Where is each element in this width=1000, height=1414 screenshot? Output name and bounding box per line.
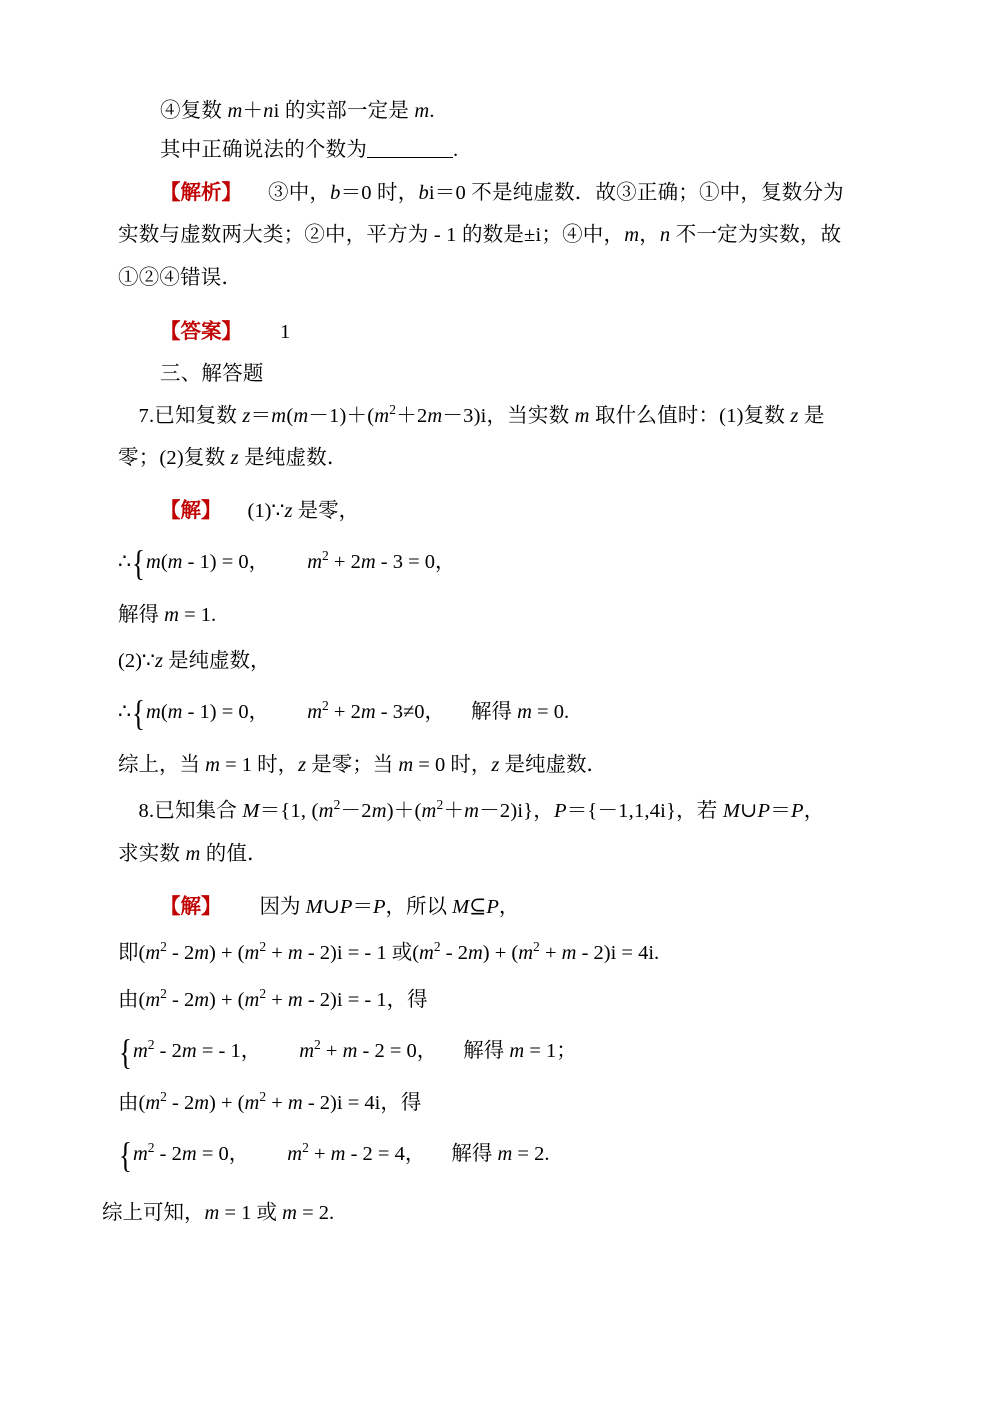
document-body — [102, 96, 888, 1244]
brace-glyph: { — [119, 1031, 132, 1073]
q7-step-5: 综上，当 m = 1 时，z 是零；当 m = 0 时，z 是纯虚数． — [118, 753, 607, 776]
statement-item-4-text: ④复数 m＋ni 的实部一定是 m. — [160, 100, 435, 122]
statement-item-4 — [118, 96, 888, 127]
question-tail: 其中正确说法的个数为 . — [160, 139, 459, 162]
answer-row — [118, 316, 888, 348]
question-8-line-1: 8.已知集合 M＝{1, $(m^2-2m)+(m^2+m-2)i$}，P＝{－1,1,4i}，若 M∪P＝P， — [138, 797, 825, 823]
q8-conclusion: 综上可知，m = 1 或 m = 2. — [102, 1201, 335, 1224]
brace-glyph: { — [119, 1134, 132, 1176]
question-7-line-2: 零；(2)复数 z 是纯虚数． — [118, 447, 348, 470]
q8-step-1: 即$(m^2 - 2m) + (m^2 + m - 2)i$ = - 1 或$(m^2 - 2m) + (m^2 + m - 2)i = 4i$. — [118, 939, 660, 965]
analysis-line-3: ①②④错误． — [118, 266, 243, 289]
q8-step-2: 由$(m^2 - 2m) + (m^2 + m - 2)i$ = - 1，得 — [118, 986, 428, 1012]
question-8-line-2: 求实数 m 的值． — [118, 842, 268, 865]
brace-glyph: { — [132, 542, 146, 584]
answer-label: 【答案】 — [160, 319, 243, 343]
question-tail-text: 其中正确说法的个数为 — [160, 139, 368, 162]
q7-step-4: ∴{m(m - 1) = 0， $m^2 + 2m - 3\ne 0$， 解得 m = 0. — [118, 693, 888, 734]
q7-step-1: ∴{m(m - 1) = 0， $m^2 + 2m - 3 = 0$， — [118, 543, 888, 584]
question-7-line-1: 7.已知复数 $z=m(m-1)+(m^2+2m-3)i$，当实数 m 取什么值时：(1)复数 z 是 — [138, 402, 825, 428]
section-heading-text: 三、解答题 — [160, 362, 264, 385]
q8-step-5: {$m^2 - 2m = 0$， $m^2 + m - 2 = 4$， 解得 m = 2. — [118, 1135, 888, 1176]
q7-step-2: 解得 m = 1. — [118, 603, 217, 626]
q8-step-4: 由$(m^2 - 2m) + (m^2 + m - 2)i = 4i$，得 — [118, 1089, 422, 1115]
analysis-line-2: 实数与虚数两大类；②中，平方为 - 1 的数是±i；④中，m，n 不一定为实数，故 — [118, 224, 842, 247]
analysis-label: 【解析】 — [160, 181, 243, 205]
section-heading — [118, 359, 888, 390]
q7-step-3: (2)∵z 是纯虚数， — [118, 650, 271, 673]
q7-solution-first-line: 【解】 (1)∵z 是零， — [160, 499, 360, 523]
q7-solution-label: 【解】 — [160, 499, 222, 523]
analysis-first-line: 【解析】 ③中，b＝0 时，bi＝0 不是纯虚数．故③正确；①中，复数分为 — [160, 181, 844, 205]
answer-blank — [367, 157, 453, 158]
brace-glyph: { — [132, 692, 146, 734]
q8-step-3: {$m^2 - 2m$ = - 1， $m^2 + m - 2 = 0$， 解得 m = 1； — [118, 1032, 888, 1073]
q8-solution-label: 【解】 — [160, 894, 222, 918]
answer-value: 1 — [280, 320, 291, 343]
q8-solution-first-line: 【解】 因为 M∪P＝P，所以 M⊆P， — [160, 894, 520, 918]
